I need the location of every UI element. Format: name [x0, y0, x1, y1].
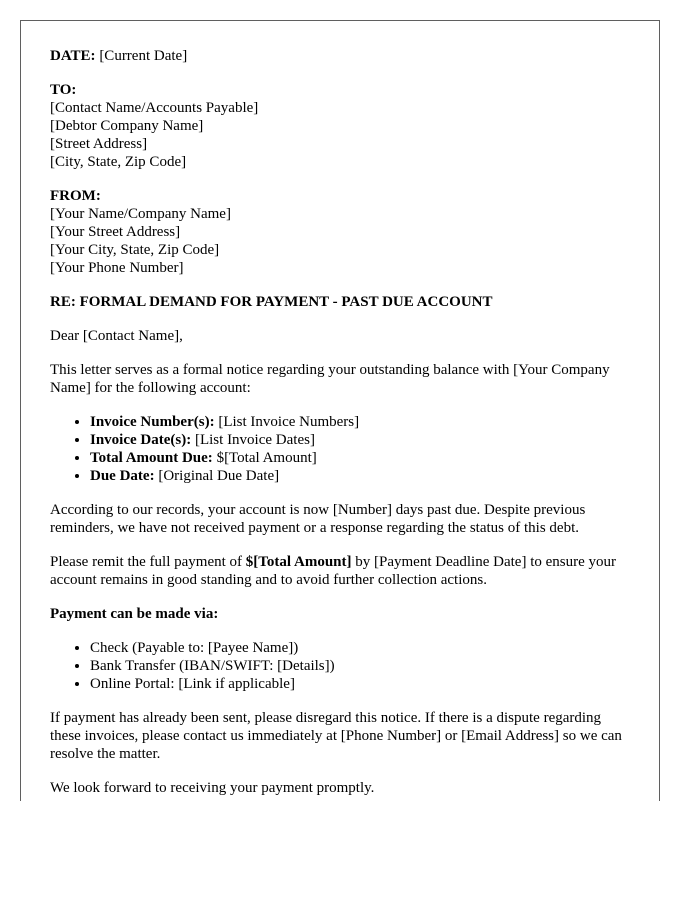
from-block: [50, 187, 630, 277]
list-item: • Bank Transfer (IBAN/SWIFT: [Details]): [90, 657, 630, 675]
to-line: [City, State, Zip Code]: [50, 154, 187, 170]
to-line: [Contact Name/Accounts Payable]: [50, 100, 259, 116]
list-item: [90, 413, 630, 431]
list-item: [90, 467, 630, 485]
from-line: [Your City, State, Zip Code]: [50, 242, 220, 258]
list-item: [90, 431, 630, 449]
subject-text: RE: FORMAL DEMAND FOR PAYMENT - PAST DUE ACCOUNT: [50, 294, 493, 310]
dispute-paragraph: If payment has already been sent, please disregard this notice. If there is a dispute regarding these invoices, please contact us immediately at [Phone Number] or [Email Address] so we can resolve the matter.: [50, 710, 622, 762]
item-label: Total Amount Due:: [90, 450, 213, 466]
item-value: [List Invoice Dates]: [194, 432, 315, 448]
payment-heading-line: [50, 605, 630, 623]
letter-page: [20, 20, 660, 801]
date-line: [50, 47, 630, 65]
letter-content: [50, 47, 630, 801]
list-item: • Check (Payable to: [Payee Name]): [90, 639, 630, 657]
remit-before: Please remit the full payment of: [50, 554, 246, 570]
to-line: [Debtor Company Name]: [50, 118, 204, 134]
payment-heading: Payment can be made via:: [50, 606, 219, 622]
list-item: • Online Portal: [Link if applicable]: [90, 675, 630, 693]
remit-after: by [Payment Deadline Date] to ensure your account remains in good standing and to avoid further collection actions.: [50, 554, 616, 588]
from-label: FROM:: [50, 188, 101, 204]
item-label: Invoice Number(s):: [90, 414, 215, 430]
list-item: [90, 449, 630, 467]
to-label: TO:: [50, 82, 77, 98]
closing-line: We look forward to receiving your payment promptly.: [50, 780, 375, 796]
to-line: [Street Address]: [50, 136, 148, 152]
subject-line: [50, 293, 630, 311]
date-label: DATE:: [50, 48, 96, 64]
from-line: [Your Street Address]: [50, 224, 181, 240]
item-label: Invoice Date(s):: [90, 432, 192, 448]
account-details-list: [50, 413, 630, 485]
item-value: [Original Due Date]: [158, 468, 280, 484]
item-label: Due Date:: [90, 468, 155, 484]
date-value: [Current Date]: [99, 48, 188, 64]
to-block: [50, 81, 630, 171]
from-line: [Your Name/Company Name]: [50, 206, 231, 222]
payment-methods-list: [50, 639, 630, 693]
from-line: [Your Phone Number]: [50, 260, 184, 276]
salutation: Dear [Contact Name],: [50, 328, 183, 344]
remit-paragraph: [50, 553, 630, 589]
records-paragraph: According to our records, your account is now [Number] days past due. Despite previous reminders, we have not received payment or a response regarding the status of this debt.: [50, 502, 586, 536]
item-value: [List Invoice Numbers]: [218, 414, 360, 430]
intro-paragraph: This letter serves as a formal notice regarding your outstanding balance with [Your Company Name] for the following account:: [50, 362, 610, 396]
item-value: $[Total Amount]: [216, 450, 317, 466]
remit-amount: $[Total Amount]: [245, 554, 352, 570]
